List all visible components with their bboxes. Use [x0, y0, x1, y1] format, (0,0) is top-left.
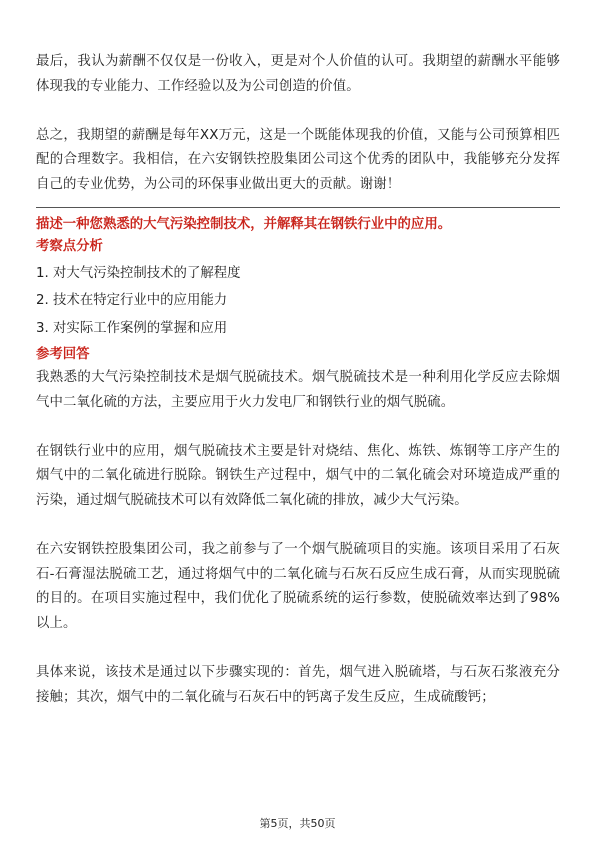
- analysis-item: 3. 对实际工作案例的掌握和应用: [36, 320, 228, 336]
- answer-title: 参考回答: [36, 347, 90, 363]
- answer-paragraph: 在六安钢铁控股集团公司，我之前参与了一个烟气脱硫项目的实施。该项目采用了石灰石-石膏湿法脱硫工艺，通过将烟气中的二氧化硫与石灰石反应生成石膏，从而实现脱硫的目的。在项目实施过程中，我们优化了脱硫系统的运行参数，使脱硫效率达到了98%以上。: [36, 542, 560, 631]
- analysis-item: 2. 技术在特定行业中的应用能力: [36, 293, 228, 309]
- paragraph-salary-summary: 总之，我期望的薪酬是每年XX万元，这是一个既能体现我的价值，又能与公司预算相匹配的合理数字。我相信，在六安钢铁控股集团公司这个优秀的团队中，我能够充分发挥自己的专业优势，为公司的环保事业做出更大的贡献。谢谢！: [36, 127, 560, 192]
- answer-paragraph: 具体来说，该技术是通过以下步骤实现的：首先，烟气进入脱硫塔，与石灰石浆液充分接触；其次，烟气中的二氧化硫与石灰石中的钙离子发生反应，生成硫酸钙；: [36, 665, 560, 705]
- analysis-list: [36, 260, 560, 343]
- question-heading: 描述一种您熟悉的大气污染控制技术，并解释其在钢铁行业中的应用。: [36, 216, 452, 232]
- analysis-item: 1. 对大气污染控制技术的了解程度: [36, 265, 241, 281]
- question-divider: [36, 207, 560, 208]
- page-content: [36, 50, 560, 710]
- page-number-footer: 第5页，共50页: [259, 817, 336, 830]
- analysis-title: 考察点分析: [36, 238, 103, 254]
- paragraph-salary-recognition: 最后，我认为薪酬不仅仅是一份收入，更是对个人价值的认可。我期望的薪酬水平能够体现我的专业能力、工作经验以及为公司创造的价值。: [36, 54, 560, 94]
- answer-paragraph: 我熟悉的大气污染控制技术是烟气脱硫技术。烟气脱硫技术是一种利用化学反应去除烟气中二氧化硫的方法，主要应用于火力发电厂和钢铁行业的烟气脱硫。: [36, 370, 560, 410]
- answer-paragraph: 在钢铁行业中的应用，烟气脱硫技术主要是针对烧结、焦化、炼铁、炼钢等工序产生的烟气中的二氧化硫进行脱除。钢铁生产过程中，烟气中的二氧化硫会对环境造成严重的污染，通过烟气脱硫技术可以有效降低二氧化硫的排放，减少大气污染。: [36, 443, 560, 509]
